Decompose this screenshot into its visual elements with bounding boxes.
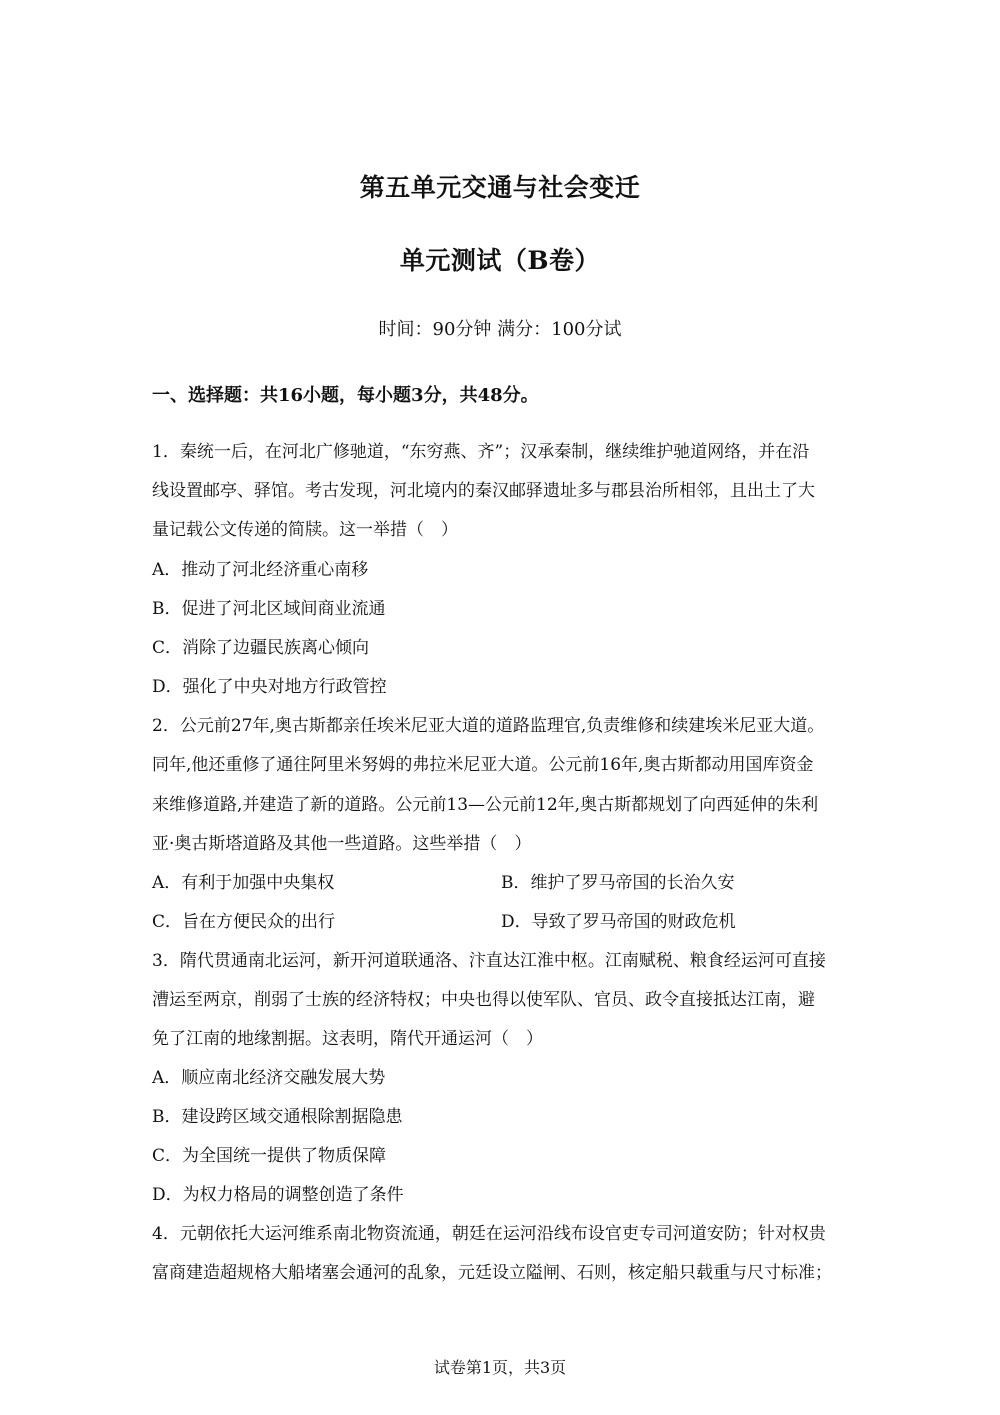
question-1-option-c: C．消除了边疆民族离心倾向 [152,638,370,658]
question-2-option-b: B．维护了罗马帝国的长治久安 [501,873,735,893]
question-2-stem-line-2: 同年,他还重修了通往阿里米努姆的弗拉米尼亚大道。公元前16年,奥古斯都动用国库资金 [152,755,814,775]
question-1-option-a: A．推动了河北经济重心南移 [152,560,369,580]
question-1-stem-line-3: 量记载公文传递的简牍。这一举措（ ） [152,520,458,540]
question-4-stem-line-1: 4．元朝依托大运河维系南北物资流通，朝廷在运河沿线布设官吏专司河道安防；针对权贵 [152,1224,826,1244]
question-2-stem-line-3: 来维修道路,并建造了新的道路。公元前13—公元前12年,奥古斯都规划了向西延伸的朱利 [152,795,819,815]
question-3-option-c: C．为全国统一提供了物质保障 [152,1146,387,1166]
page-footer: 试卷第1页，共3页 [433,1358,567,1377]
question-1-option-b: B．促进了河北区域间商业流通 [152,599,386,619]
question-2-stem-line-4: 亚·奥古斯塔道路及其他一些道路。这些举措（ ） [152,834,532,854]
exam-meta: 时间：90分钟 满分：100分试 [378,319,622,340]
question-1-option-d: D．强化了中央对地方行政管控 [152,677,387,697]
question-2-option-c: C．旨在方便民众的出行 [152,912,336,932]
question-3-option-a: A．顺应南北经济交融发展大势 [152,1068,386,1088]
question-1-stem-line-2: 线设置邮亭、驿馆。考古发现，河北境内的秦汉邮驿遗址多与郡县治所相邻，且出土了大 [152,481,815,501]
question-4-stem-line-2: 富商建造超规格大船堵塞会通河的乱象，元廷设立隘闸、石则，核定船只载重与尺寸标准； [152,1263,832,1283]
question-3-stem-line-1: 3．隋代贯通南北运河，新开河道联通洛、汴直达江淮中枢。江南赋税、粮食经运河可直接 [152,951,826,971]
question-1-stem-line-1: 1．秦统一后，在河北广修驰道，“东穷燕、齐”；汉承秦制，继续维护驰道网络，并在沿 [152,442,810,462]
question-3-option-d: D．为权力格局的调整创造了条件 [152,1185,404,1205]
question-2-option-a: A．有利于加强中央集权 [152,873,335,893]
page-subtitle: 单元测试（B卷） [399,246,601,275]
section-heading: 一、选择题：共16小题，每小题3分，共48分。 [152,385,539,406]
question-3-stem-line-2: 漕运至两京，削弱了士族的经济特权；中央也得以使军队、官员、政令直接抵达江南，避 [152,990,815,1010]
question-2-option-d: D．导致了罗马帝国的财政危机 [501,912,736,932]
page-title: 第五单元交通与社会变迁 [359,173,641,202]
question-2-stem-line-1: 2．公元前27年,奥古斯都亲任埃米尼亚大道的道路监理官,负责维修和续建埃米尼亚大道。 [152,716,825,736]
question-3-stem-line-3: 免了江南的地缘割据。这表明，隋代开通运河（ ） [152,1029,543,1049]
question-3-option-b: B．建设跨区域交通根除割据隐患 [152,1107,403,1127]
